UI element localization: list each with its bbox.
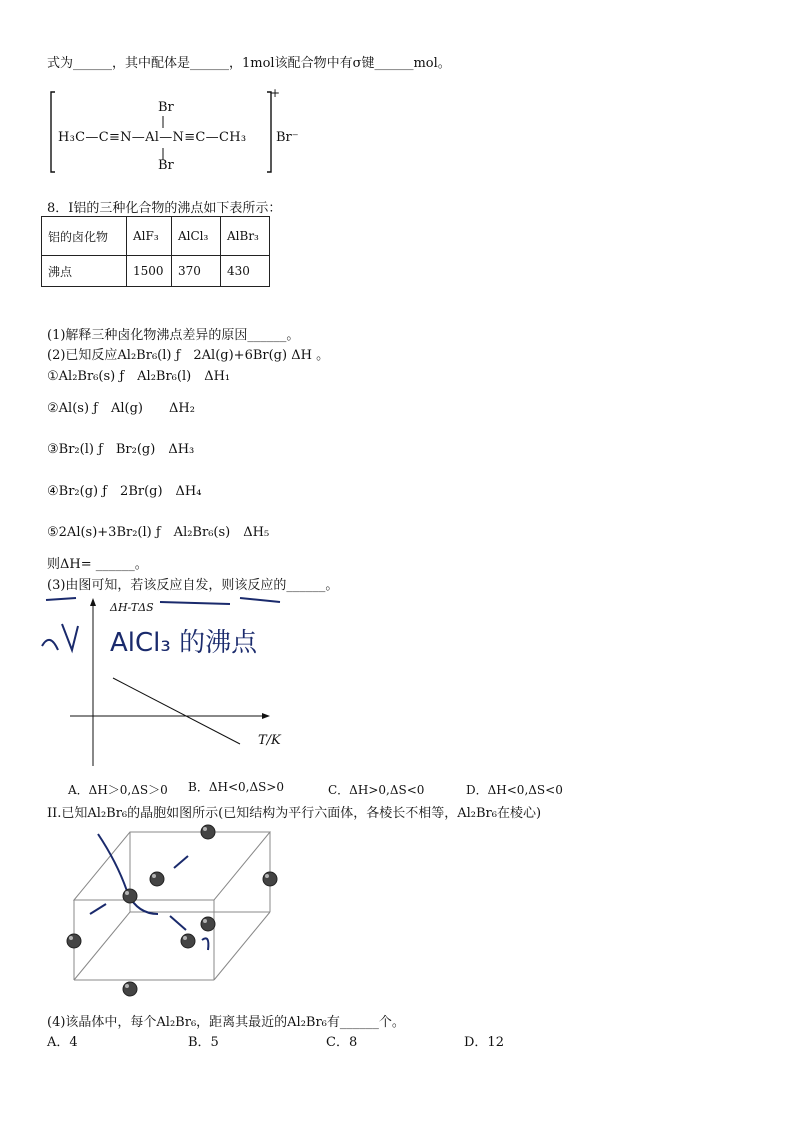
- bromine-top: Br: [158, 100, 174, 115]
- reaction-text: Al(s) ƒ Al(g) ΔH₂: [58, 401, 195, 416]
- reaction-number: ①: [47, 369, 59, 384]
- question-8-title: 8．I铝的三种化合物的沸点如下表所示：: [47, 201, 282, 216]
- handwritten-note: AlCl₃ 的沸点: [110, 628, 258, 658]
- table-cell: AlF₃: [127, 217, 172, 256]
- q4-option-d: D．12: [464, 1035, 504, 1050]
- counter-ion: Br⁻: [276, 130, 299, 145]
- reaction-2: [47, 397, 195, 416]
- table-cell: 铝的卤化物: [42, 217, 127, 256]
- bromine-bottom: Br: [158, 158, 174, 173]
- reaction-number: ②: [47, 401, 59, 416]
- question-1: (1)解释三种卤化物沸点差异的原因______。: [47, 328, 300, 343]
- reaction-3: [47, 438, 194, 457]
- delta-h-line: 则ΔH= ______。: [47, 557, 148, 572]
- reaction-4: [47, 480, 202, 499]
- graph-y-label: ΔH-TΔS: [110, 601, 154, 614]
- complex-chain: H₃C—C≡N—Al—N≡C—CH₃: [58, 130, 247, 145]
- table-row: [42, 256, 270, 287]
- table-cell: 430: [221, 256, 270, 287]
- part-2-description: II.已知Al₂Br₆的晶胞如图所示(已知结构为平行六面体，各棱长不相等，Al₂Br₆在棱心): [47, 806, 542, 821]
- option-a: A．ΔH＞0,ΔS＞0: [68, 783, 168, 797]
- graph-x-label: T/K: [258, 733, 281, 748]
- table-cell: 370: [172, 256, 221, 287]
- reaction-text: Al₂Br₆(s) ƒ Al₂Br₆(l) ΔH₁: [58, 369, 231, 384]
- table-cell: 沸点: [42, 256, 127, 287]
- table-cell: 1500: [127, 256, 172, 287]
- question-2: (2)已知反应Al₂Br₆(l) ƒ 2Al(g)+6Br(g) ΔH 。: [47, 348, 330, 363]
- table-cell: AlCl₃: [172, 217, 221, 256]
- option-b: B．ΔH<0,ΔS>0: [188, 780, 285, 794]
- option-c: C．ΔH>0,ΔS<0: [328, 783, 425, 797]
- q4-option-c: C．8: [326, 1035, 358, 1050]
- q4-option-b: B．5: [188, 1035, 219, 1050]
- question-line-blanks: 式为______，其中配体是______，1mol该配合物中有σ键______mol。: [47, 56, 451, 71]
- reaction-5: [47, 521, 269, 540]
- question-4: (4)该晶体中，每个Al₂Br₆，距离其最近的Al₂Br₆有______个。: [47, 1015, 405, 1030]
- boiling-point-table: [41, 216, 270, 287]
- question-3: (3)由图可知，若该反应自发，则该反应的______。: [47, 578, 339, 593]
- table-cell: AlBr₃: [221, 217, 270, 256]
- reaction-number: ④: [47, 484, 59, 499]
- reaction-text: 2Al(s)+3Br₂(l) ƒ Al₂Br₆(s) ΔH₅: [58, 525, 270, 540]
- reaction-number: ③: [47, 442, 59, 457]
- reaction-text: Br₂(l) ƒ Br₂(g) ΔH₃: [58, 442, 195, 457]
- option-d: D．ΔH<0,ΔS<0: [466, 783, 563, 797]
- charge-plus: +: [270, 86, 281, 100]
- reaction-text: Br₂(g) ƒ 2Br(g) ΔH₄: [58, 484, 202, 499]
- crystal-cell-diagram: [50, 820, 290, 1005]
- reaction-number: ⑤: [47, 525, 59, 540]
- table-row: [42, 217, 270, 256]
- q4-option-a: A．4: [47, 1035, 78, 1050]
- reaction-1: [47, 365, 230, 384]
